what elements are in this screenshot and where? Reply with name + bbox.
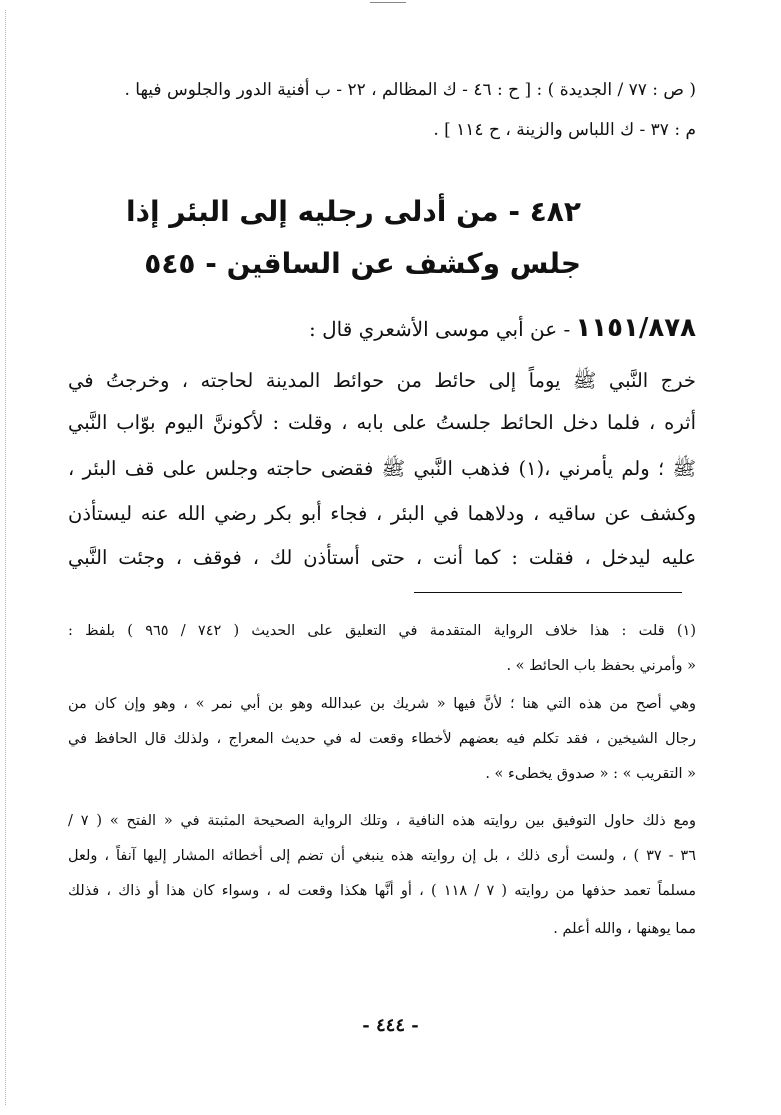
hadith-header (250, 313, 696, 343)
hadith-intro: - عن أبي موسى الأشعري قال : (309, 317, 571, 341)
footnote-line-1: (١) قلت : هذا خلاف الرواية المتقدمة في التعليق على الحديث ( ٧٤٢ / ٩٦٥ ) بلفظ : (68, 623, 696, 639)
chapter-title-line-2: جلس وكشف عن الساقين - ٥٤٥ (144, 247, 581, 280)
page-edge-dotted-line (5, 10, 6, 1105)
footnote-line-7: ٣٦ - ٣٧ ) ، ولست أرى ذلك ، بل إن روايته هذه ينبغي أن تضم إلى أخطائه المشار إليها آنفاً ، ولعل (68, 848, 696, 864)
page-number: - ٤٤٤ - (362, 1015, 419, 1036)
footnote-line-2: « وأمرني بحفظ باب الحائط » . (506, 658, 696, 674)
hadith-line-5: عليه ليدخل ، فقلت : كما أنت ، حتى أستأذن لك ، فوقف ، وجئت النَّبي (68, 546, 696, 569)
chapter-title-line-1: ٤٨٢ - من أدلى رجليه إلى البئر إذا (125, 195, 581, 228)
hadith-line-1: خرج النَّبي ﷺ يوماً إلى حائط من حوائط المدينة لحاجته ، وخرجتُ في (68, 369, 696, 392)
footnote-line-9: مما يوهنها ، والله أعلم . (553, 921, 696, 937)
footnote-line-5: « التقريب » : « صدوق يخطىء » . (485, 766, 696, 782)
reference-line-1: ( ص : ٧٧ / الجديدة ) : [ ح : ٤٦ - ك المظالم ، ٢٢ - ب أفنية الدور والجلوس فيها . (124, 80, 696, 100)
hadith-number: ١١٥١/٨٧٨ (575, 313, 696, 343)
hadith-line-3: ﷺ ؛ ولم يأمرني ،(١) فذهب النَّبي ﷺ فقضى حاجته وجلس على قف البئر ، (68, 457, 696, 480)
footnote-separator (414, 592, 682, 593)
footnote-line-3: وهي أصح من هذه التي هنا ؛ لأنَّ فيها « شريك بن عبدالله وهو بن أبي نمر » ، وهو وإن كان من (68, 696, 696, 712)
footnote-line-8: مسلماً تعمد حذفها من روايته ( ٧ / ١١٨ ) ، أو أنَّها هكذا وقعت له ، وسواء كان هذا أو ذاك ، فذلك (68, 883, 696, 899)
footnote-line-4: رجال الشيخين ، فقد تكلم فيه بعضهم لأخطاء وقعت له في حديث المعراج ، ولذلك قال الحافظ في (68, 731, 696, 747)
footnote-line-6: ومع ذلك حاول التوفيق بين روايته هذه النافية ، وتلك الرواية الصحيحة المثبتة في « الفتح » ( ٧ / (68, 813, 696, 829)
hadith-line-4: وكشف عن ساقيه ، ودلاهما في البئر ، فجاء أبو بكر رضي الله عنه ليستأذن (68, 502, 696, 525)
hadith-line-2: أثره ، فلما دخل الحائط جلستُ على بابه ، وقلت : لأكوننَّ اليوم بوّاب النَّبي (68, 411, 696, 434)
reference-line-2: م : ٣٧ - ك اللباس والزينة ، ح ١١٤ ] . (433, 120, 696, 140)
top-edge-mark (370, 2, 406, 3)
